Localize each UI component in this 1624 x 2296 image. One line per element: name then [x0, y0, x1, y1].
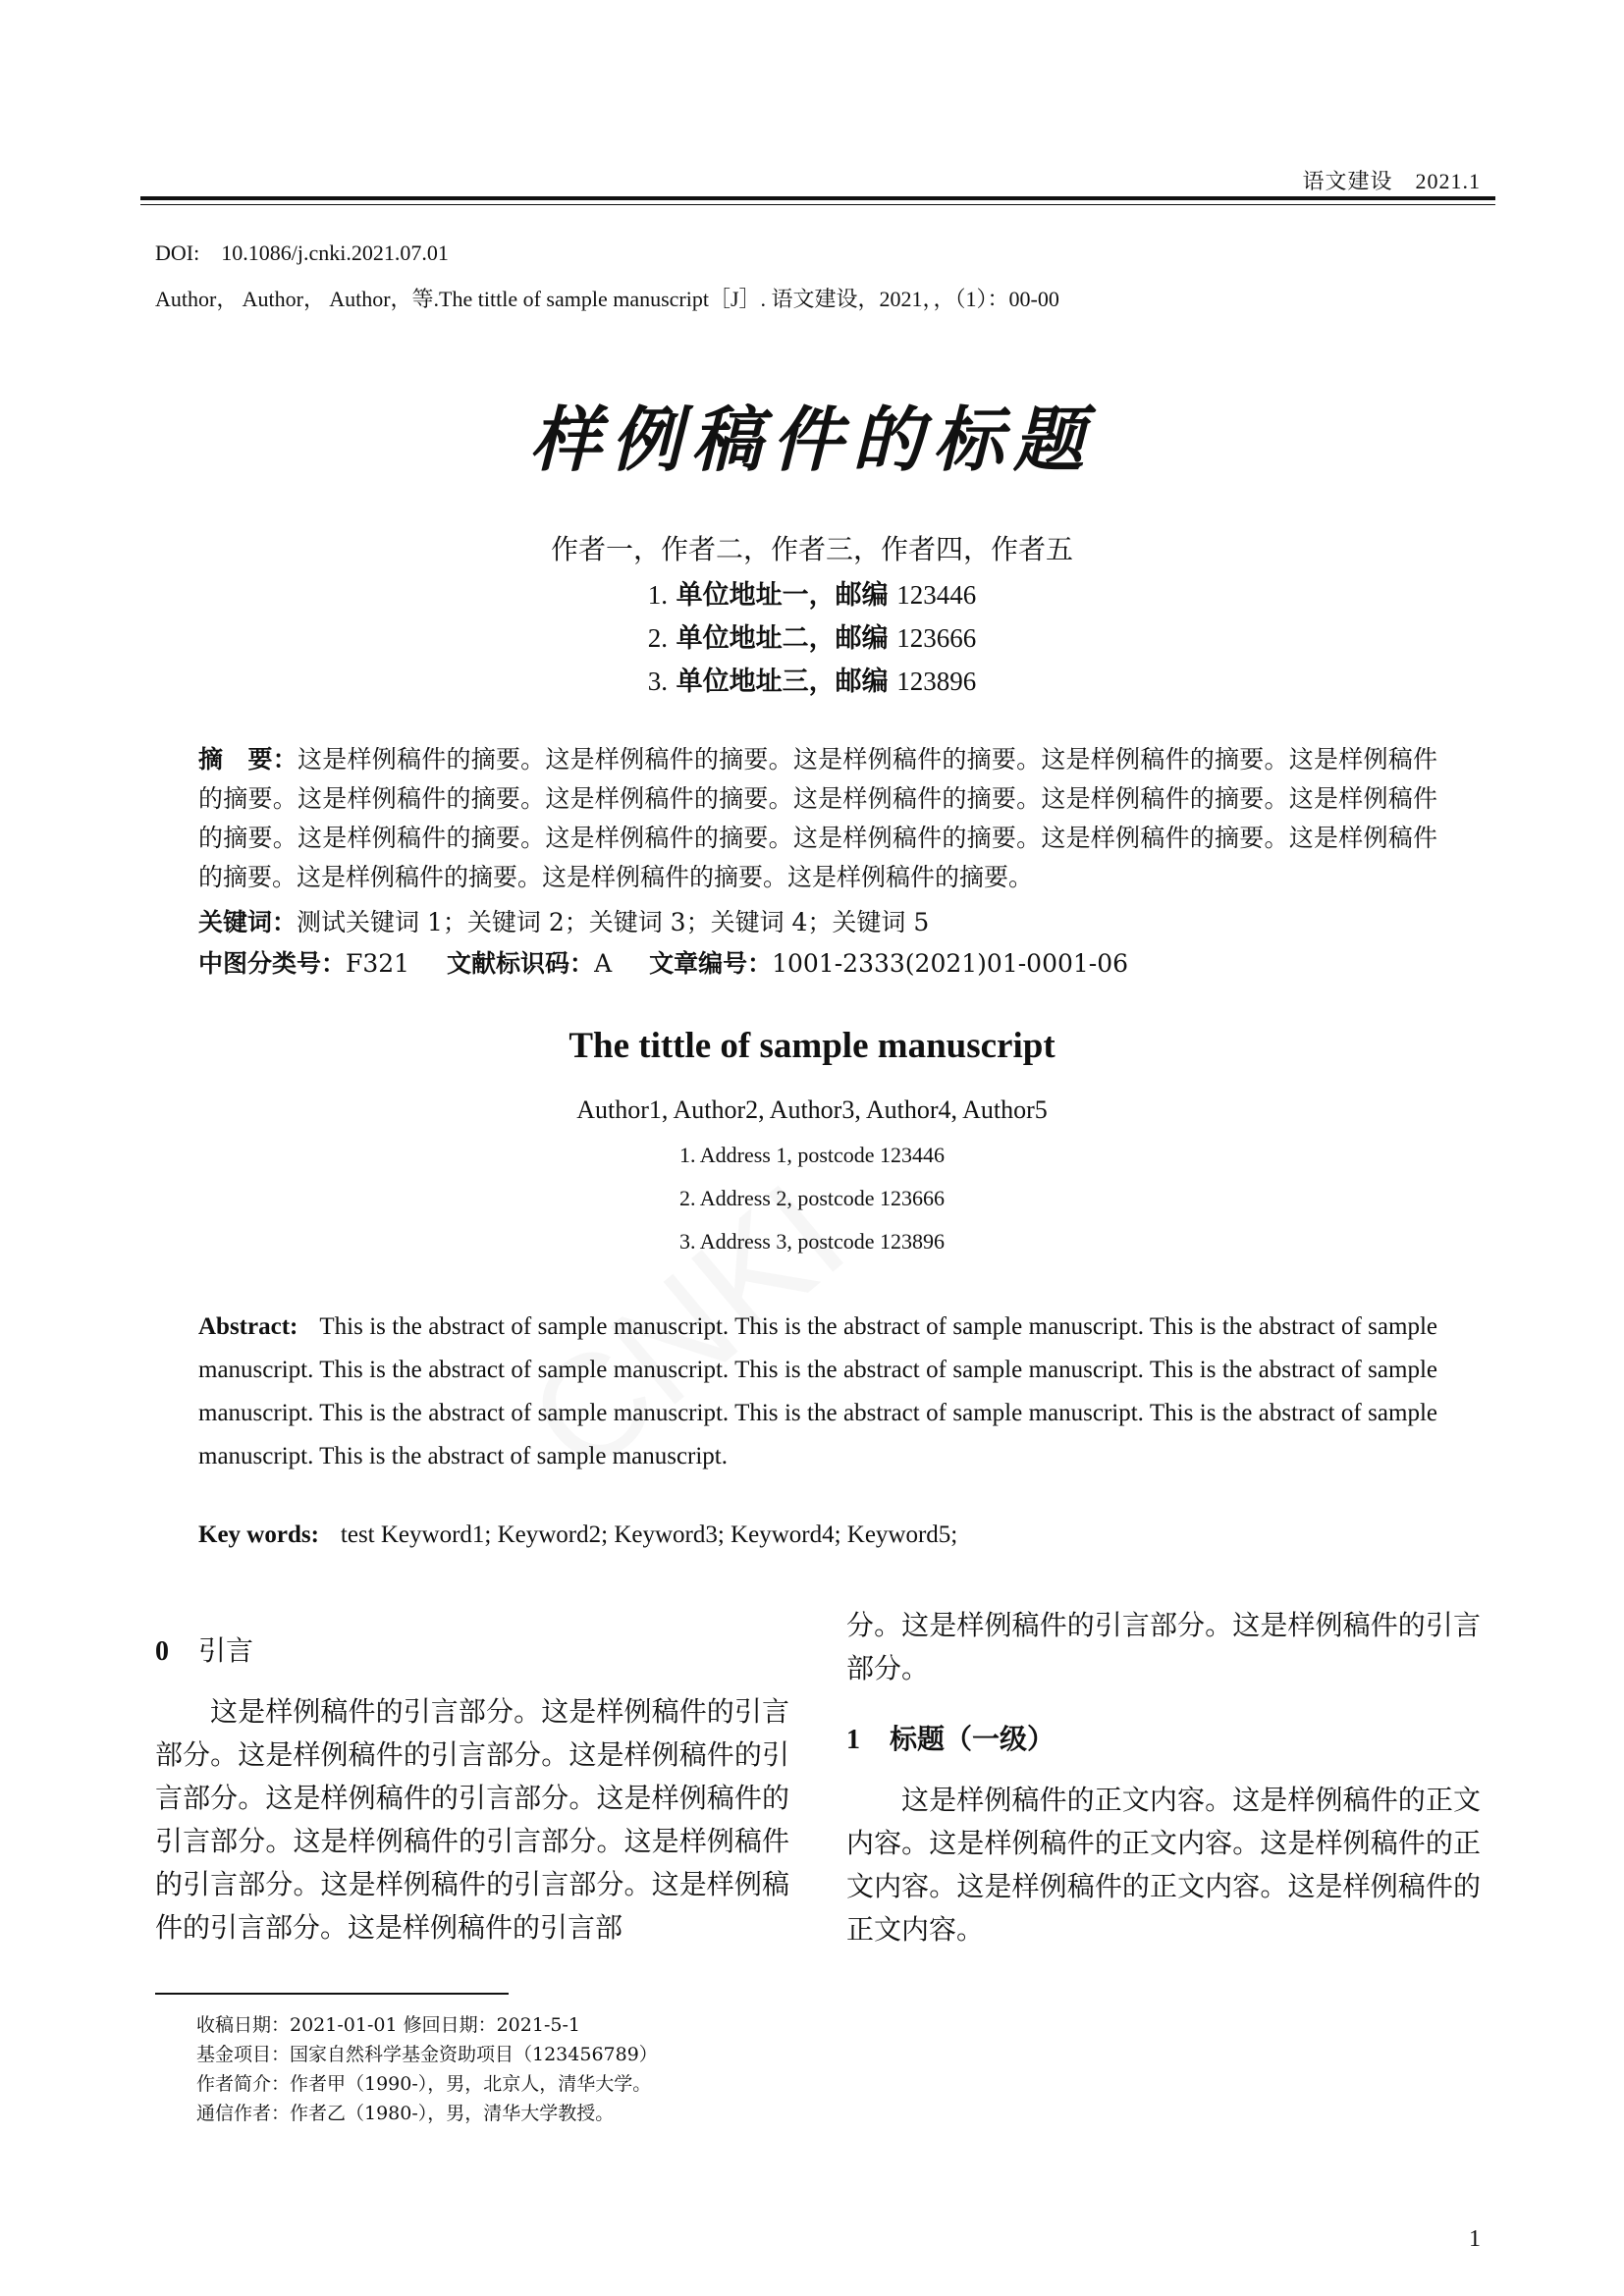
- doi-line: [155, 240, 449, 266]
- authors-cn: 作者一，作者二，作者三，作者四，作者五: [550, 533, 1073, 565]
- affiliation-en-3: 3. Address 3, postcode 123896: [678, 1229, 946, 1254]
- affiliation-en-2: 2. Address 2, postcode 123666: [678, 1186, 946, 1210]
- header-rule-thin: [140, 204, 1495, 205]
- affiliation-en-1: 1. Address 1, postcode 123446: [678, 1143, 946, 1167]
- section-heading-0: 0 引言: [155, 1634, 254, 1667]
- footnote-received: 收稿日期：2021-01-01 修回日期：2021-5-1: [196, 2014, 580, 2036]
- affiliation-cn-2: 2. 单位地址二，邮编 123666: [647, 623, 977, 654]
- header-rule: [140, 196, 1495, 200]
- paper-title-cn: 样例稿件的标题: [529, 398, 1094, 481]
- footnote-rule: [155, 1993, 509, 1995]
- section-0-paragraph-continued: 分。这是样例稿件的引言部分。这是样例稿件的引言部分。: [846, 1609, 1481, 1684]
- section-1-paragraph: 这是样例稿件的正文内容。这是样例稿件的正文内容。这是样例稿件的正文内容。这是样例稿件的正文内容。这是样例稿件的正文内容。这是样例稿件的正文内容。: [846, 1784, 1481, 1946]
- keywords-en: Key words: test Keyword1; Keyword2; Keyword3; Keyword4; Keyword5;: [198, 1522, 958, 1548]
- section-heading-1: 1 标题（一级）: [846, 1723, 1056, 1755]
- affiliation-cn-1: 1. 单位地址一，邮编 123446: [647, 580, 977, 611]
- abstract-en: [198, 1306, 1437, 1478]
- running-header: 语文建设 2021.1: [1302, 169, 1481, 193]
- footnote-funding: 基金项目：国家自然科学基金资助项目（123456789）: [196, 2044, 658, 2065]
- page-number: 1: [1469, 2226, 1481, 2252]
- abstract-cn-label: 摘 要：: [198, 745, 298, 774]
- citation-line: Author， Author， Author，等.The tittle of sample manuscript［J］. 语文建设，2021，，（1）：00-00: [155, 287, 1059, 311]
- doi-label: DOI:: [155, 240, 200, 265]
- section-0-paragraph: 这是样例稿件的引言部分。这是样例稿件的引言部分。这是样例稿件的引言部分。这是样例稿件的引言部分。这是样例稿件的引言部分。这是样例稿件的引言部分。这是样例稿件的引言部分。这是样例稿件的引言部分。这是样例稿件的引言部分。这是样例稿件的引言部分。这是样例稿件的引言部: [155, 1695, 789, 1944]
- footnote-corresponding: 通信作者：作者乙（1980-），男，清华大学教授。: [196, 2103, 615, 2124]
- abstract-cn: [198, 740, 1437, 897]
- doi-value: 10.1086/j.cnki.2021.07.01: [221, 240, 449, 265]
- keywords-cn: 关键词：测试关键词 1；关键词 2；关键词 3；关键词 4；关键词 5: [198, 908, 930, 936]
- abstract-en-label: Abstract:: [198, 1313, 298, 1340]
- affiliation-cn-3: 3. 单位地址三，邮编 123896: [647, 667, 977, 697]
- footnote-author-bio: 作者简介：作者甲（1990-），男，北京人，清华大学。: [196, 2073, 652, 2095]
- abstract-cn-text: 这是样例稿件的摘要。这是样例稿件的摘要。这是样例稿件的摘要。这是样例稿件的摘要。这是样例稿件的摘要。这是样例稿件的摘要。这是样例稿件的摘要。这是样例稿件的摘要。这是样例稿件的摘要。这是样例稿件的摘要。这是样例稿件的摘要。这是样例稿件的摘要。这是样例稿件的摘要。这是样例稿件的摘要。这是样例稿件的摘要。这是样例稿件的摘要。这是样例稿件的摘要。这是样例稿件的摘要。: [198, 745, 1437, 891]
- classification-row: 中图分类号：F321 文献标识码：A 文章编号：1001-2333(2021)01-0001-06: [198, 949, 1129, 978]
- abstract-en-text: This is the abstract of sample manuscript. This is the abstract of sample manuscript. This is the abstract of sample manuscript. This is the abstract of sample manuscript. This is the abstract of sample manuscript. This is the abstract of sample manuscript. This is the abstract of sample manuscript. This is the abstract of sample manuscript. This is the abstract of sample manuscript. This is the abstract of sample manuscript.: [198, 1313, 1437, 1469]
- paper-title-en: The tittle of sample manuscript: [568, 1026, 1056, 1066]
- authors-en: Author1, Author2, Author3, Author4, Author5: [576, 1095, 1048, 1124]
